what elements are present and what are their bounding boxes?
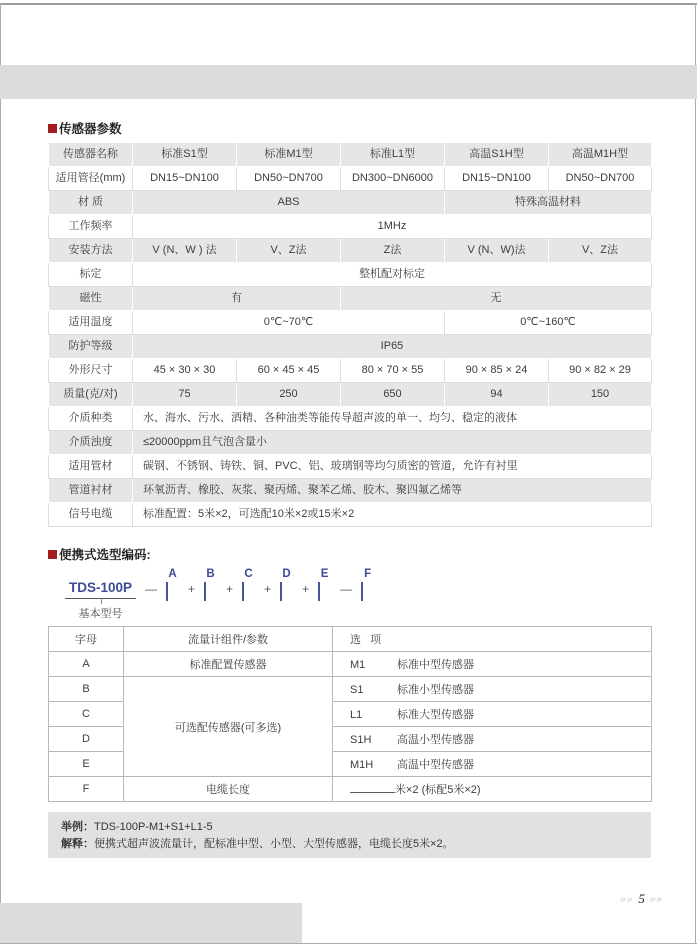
param-label-cell: 管道衬材 <box>49 479 133 503</box>
param-value-cell: ABS <box>133 191 445 215</box>
table-row <box>49 239 652 263</box>
base-model-text: TDS-100P <box>69 579 133 595</box>
table-row <box>49 263 652 287</box>
explanation-value: 便携式超声波流量计，配标准中型、小型、大型传感器，电缆长度5米×2。 <box>94 838 454 850</box>
coding-table-header: 选 项 <box>333 627 652 652</box>
coding-table-header: 流量计组件/参数 <box>124 627 333 652</box>
table-row <box>49 287 652 311</box>
param-value-cell: ≤20000ppm且气泡含量小 <box>133 431 652 455</box>
param-value-cell: 环氧沥青、橡胶、灰浆、聚丙烯、聚苯乙烯、胶木、聚四氟乙烯等 <box>133 479 652 503</box>
param-value-cell: Z法 <box>341 239 445 263</box>
option-desc: 米×2 (标配5米×2) <box>395 784 481 796</box>
formula-box-icon <box>280 582 282 601</box>
example-line <box>61 819 651 836</box>
base-model-code <box>65 579 136 620</box>
param-label-cell: 安装方法 <box>49 239 133 263</box>
param-value-cell: 150 <box>549 383 652 407</box>
page-number-value: 5 <box>638 891 645 906</box>
formula-unit-a <box>166 567 179 596</box>
formula-letter-e: E <box>320 567 329 580</box>
table-row <box>49 359 652 383</box>
option-code: M1H <box>350 759 374 771</box>
red-square-bullet-icon <box>48 124 57 133</box>
param-value-cell: 80 × 70 × 55 <box>341 359 445 383</box>
param-label-cell: 适用管材 <box>49 455 133 479</box>
param-value-cell: DN15~DN100 <box>445 167 549 191</box>
page-content <box>48 99 651 858</box>
component-cell: 标准配置传感器 <box>124 652 333 677</box>
option-code: L1 <box>350 709 363 721</box>
formula-letter-f: F <box>364 567 372 580</box>
table-row <box>49 143 652 167</box>
param-label-cell: 适用温度 <box>49 311 133 335</box>
coding-table-header: 字母 <box>49 627 124 652</box>
example-value: TDS-100P-M1+S1+L1-5 <box>94 821 213 833</box>
section-title-model-coding <box>48 548 651 562</box>
param-label-cell: 材 质 <box>49 191 133 215</box>
blank-underline <box>350 781 395 793</box>
base-model-label: 基本型号 <box>78 607 123 620</box>
param-label-cell: 防护等级 <box>49 335 133 359</box>
footer-band <box>0 903 302 943</box>
coding-table-header-row <box>49 627 652 652</box>
param-value-cell: 水、海水、污水、酒精、各种油类等能传导超声波的单一、均匀、稳定的液体 <box>133 407 652 431</box>
right-chevrons-icon: »» <box>649 893 663 905</box>
option-code: S1H <box>350 734 372 746</box>
param-label-cell: 磁性 <box>49 287 133 311</box>
param-label-cell: 外形尺寸 <box>49 359 133 383</box>
formula-row <box>48 567 651 620</box>
table-row <box>49 167 652 191</box>
formula-unit-b <box>204 567 217 596</box>
option-cell <box>333 752 652 777</box>
explanation-line <box>61 836 651 853</box>
header-band <box>0 65 697 99</box>
letter-cell: E <box>49 752 124 777</box>
letter-cell: F <box>49 777 124 802</box>
option-desc: 标准小型传感器 <box>397 684 474 696</box>
option-cell <box>333 727 652 752</box>
formula-separator: + <box>264 582 272 596</box>
option-cell <box>333 702 652 727</box>
param-value-cell: 高温M1H型 <box>549 143 652 167</box>
red-square-bullet-icon <box>48 550 57 559</box>
param-label-cell: 适用管径(mm) <box>49 167 133 191</box>
option-desc: 标准中型传感器 <box>397 659 474 671</box>
option-desc: 标准大型传感器 <box>397 709 474 721</box>
table-row <box>49 407 652 431</box>
formula-unit-c <box>242 567 255 596</box>
table-row <box>49 431 652 455</box>
param-value-cell: 标准配置：5米×2，可选配10米×2或15米×2 <box>133 503 652 527</box>
table-row <box>49 677 652 702</box>
param-value-cell: 90 × 85 × 24 <box>445 359 549 383</box>
page-border-top <box>0 3 697 5</box>
formula-unit-d <box>280 567 293 596</box>
param-label-cell: 工作频率 <box>49 215 133 239</box>
table-row <box>49 335 652 359</box>
param-value-cell: 0℃~70℃ <box>133 311 445 335</box>
option-cell <box>333 677 652 702</box>
section-title-text: 传感器参数 <box>59 122 122 136</box>
table-row <box>49 311 652 335</box>
table-row <box>49 455 652 479</box>
param-value-cell: V、Z法 <box>237 239 341 263</box>
component-cell: 可选配传感器(可多选) <box>124 677 333 777</box>
sensor-table <box>48 142 652 527</box>
page-border-left <box>0 3 1 943</box>
param-value-cell: 0℃~160℃ <box>445 311 652 335</box>
param-value-cell: DN50~DN700 <box>549 167 652 191</box>
table-row <box>49 777 652 802</box>
param-value-cell: 90 × 82 × 29 <box>549 359 652 383</box>
param-label-cell: 传感器名称 <box>49 143 133 167</box>
letter-cell: C <box>49 702 124 727</box>
left-chevrons-icon: »» <box>620 893 634 905</box>
formula-box-icon <box>204 582 206 601</box>
formula-letter-b: B <box>206 567 215 580</box>
param-value-cell: 无 <box>341 287 652 311</box>
param-value-cell: 整机配对标定 <box>133 263 652 287</box>
table-row <box>49 191 652 215</box>
param-value-cell: 60 × 45 × 45 <box>237 359 341 383</box>
param-label-cell: 质量(克/对) <box>49 383 133 407</box>
table-row <box>49 383 652 407</box>
param-value-cell: 标准S1型 <box>133 143 237 167</box>
formula-separator: — <box>340 582 353 596</box>
formula-separator: + <box>188 582 196 596</box>
param-value-cell: DN50~DN700 <box>237 167 341 191</box>
formula-box-icon <box>242 582 244 601</box>
table-row <box>49 215 652 239</box>
model-coding-formula <box>48 564 651 623</box>
page-border-right <box>695 3 696 943</box>
formula-letter-c: C <box>244 567 253 580</box>
param-value-cell: V、Z法 <box>549 239 652 263</box>
param-value-cell: 标准M1型 <box>237 143 341 167</box>
page-number <box>620 891 663 907</box>
table-row <box>49 503 652 527</box>
param-value-cell: 碳钢、不锈钢、铸铁、铜、PVC、铝、玻璃钢等均匀质密的管道，允许有衬里 <box>133 455 652 479</box>
table-row <box>49 479 652 503</box>
param-value-cell: DN300~DN6000 <box>341 167 445 191</box>
letter-cell: A <box>49 652 124 677</box>
param-label-cell: 信号电缆 <box>49 503 133 527</box>
param-value-cell: 标准L1型 <box>341 143 445 167</box>
option-code: S1 <box>350 684 364 696</box>
param-value-cell: DN15~DN100 <box>133 167 237 191</box>
param-value-cell: 特殊高温材料 <box>445 191 652 215</box>
formula-separator: — <box>145 582 158 596</box>
example-box <box>48 812 651 858</box>
explanation-label: 解释： <box>61 838 94 850</box>
option-cell <box>333 777 652 802</box>
formula-separator: + <box>302 582 310 596</box>
param-value-cell: 有 <box>133 287 341 311</box>
param-value-cell: 250 <box>237 383 341 407</box>
param-value-cell: V (N、W)法 <box>445 239 549 263</box>
param-value-cell: 650 <box>341 383 445 407</box>
param-value-cell: 75 <box>133 383 237 407</box>
param-value-cell: V (N、W ) 法 <box>133 239 237 263</box>
coding-table <box>48 626 652 802</box>
param-value-cell: 高温S1H型 <box>445 143 549 167</box>
formula-box-icon <box>361 582 363 601</box>
formula-unit-e <box>318 567 331 596</box>
letter-cell: D <box>49 727 124 752</box>
option-desc: 高温小型传感器 <box>397 734 474 746</box>
param-value-cell: IP65 <box>133 335 652 359</box>
page-border-bottom <box>0 943 697 944</box>
param-value-cell: 94 <box>445 383 549 407</box>
option-cell <box>333 652 652 677</box>
param-value-cell: 1MHz <box>133 215 652 239</box>
base-model-tick <box>101 598 102 604</box>
component-cell: 电缆长度 <box>124 777 333 802</box>
param-label-cell: 介质浊度 <box>49 431 133 455</box>
section-title-text: 便携式选型编码: <box>59 548 151 562</box>
formula-letter-a: A <box>168 567 177 580</box>
letter-cell: B <box>49 677 124 702</box>
param-value-cell: 45 × 30 × 30 <box>133 359 237 383</box>
section-title-sensor-params <box>48 122 651 136</box>
option-code: M1 <box>350 659 366 671</box>
formula-letter-d: D <box>282 567 291 580</box>
param-label-cell: 标定 <box>49 263 133 287</box>
example-label: 举例： <box>61 821 94 833</box>
formula-box-icon <box>318 582 320 601</box>
option-desc: 高温中型传感器 <box>397 759 474 771</box>
formula-box-icon <box>166 582 168 601</box>
table-row <box>49 652 652 677</box>
param-label-cell: 介质种类 <box>49 407 133 431</box>
formula-unit-f <box>361 567 374 596</box>
formula-separator: + <box>226 582 234 596</box>
